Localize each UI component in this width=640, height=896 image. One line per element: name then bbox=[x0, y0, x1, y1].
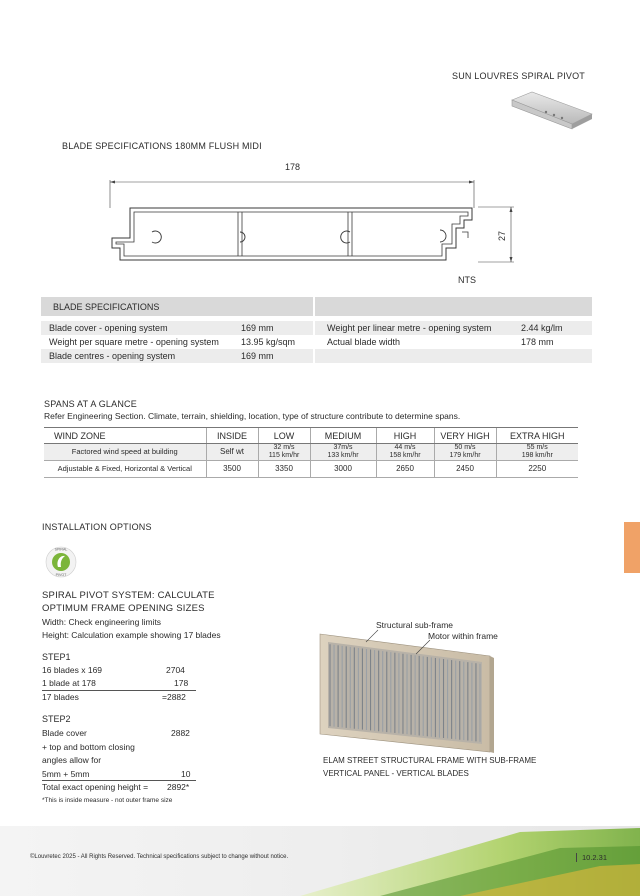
spans-heading: SPANS AT A GLANCE bbox=[44, 399, 137, 409]
cell-medium: 37m/s 133 km/hr bbox=[310, 444, 376, 461]
col-extra-high: EXTRA HIGH bbox=[496, 428, 578, 444]
calc-title-2: OPTIMUM FRAME OPENING SIZES bbox=[42, 603, 205, 614]
col-low: LOW bbox=[258, 428, 310, 444]
spec-label: Blade cover - opening system bbox=[49, 323, 168, 333]
cell-low: 32 m/s 115 km/hr bbox=[258, 444, 310, 461]
spec-value: 13.95 kg/sqm bbox=[241, 337, 296, 347]
row-label: Adjustable & Fixed, Horizontal & Vertical bbox=[44, 461, 206, 478]
spec-value: 169 mm bbox=[241, 351, 274, 361]
col-very-high: VERY HIGH bbox=[434, 428, 496, 444]
frame-caption-1: ELAM STREET STRUCTURAL FRAME WITH SUB-FRAME bbox=[323, 756, 537, 765]
spec-value: 178 mm bbox=[521, 337, 554, 347]
width-note: Width: Check engineering limits bbox=[42, 617, 162, 627]
step1-rule bbox=[42, 690, 196, 691]
row-label: Factored wind speed at building bbox=[44, 444, 206, 461]
step2-total-label: Total exact opening height = bbox=[42, 782, 149, 792]
nts-note: NTS bbox=[458, 275, 476, 285]
cell-low: 3350 bbox=[258, 461, 310, 478]
cell-extra-high: 55 m/s 198 km/hr bbox=[496, 444, 578, 461]
logo-text-top: SPIRAL bbox=[54, 547, 68, 552]
step2-label: Blade cover bbox=[42, 728, 87, 738]
spec-label: Weight per linear metre - opening system bbox=[327, 323, 492, 333]
cell-inside: 3500 bbox=[206, 461, 258, 478]
width-dimension: 178 bbox=[285, 162, 301, 172]
step2-rule bbox=[42, 780, 196, 781]
spec-label: Weight per square metre - opening system bbox=[49, 337, 219, 347]
spec-value: 169 mm bbox=[241, 323, 274, 333]
blade-product-image bbox=[508, 88, 594, 130]
blade-profile-drawing bbox=[100, 158, 530, 288]
step1-label: 17 blades bbox=[42, 692, 79, 702]
drawing-title: BLADE SPECIFICATIONS 180MM FLUSH MIDI bbox=[62, 141, 262, 151]
col-medium: MEDIUM bbox=[310, 428, 376, 444]
label-motor: Motor within frame bbox=[428, 631, 498, 641]
table-row bbox=[44, 461, 578, 478]
blade-specs-heading: BLADE SPECIFICATIONS bbox=[53, 302, 160, 312]
step1-title: STEP1 bbox=[42, 652, 71, 662]
footer-background bbox=[0, 826, 640, 896]
step2-text: + top and bottom closing bbox=[42, 742, 135, 752]
step1-value: 2704 bbox=[166, 665, 185, 675]
step2-total-value: 2892* bbox=[167, 782, 190, 792]
step1-label: 1 blade at 178 bbox=[42, 678, 96, 688]
product-title: SUN LOUVRES SPIRAL PIVOT bbox=[452, 71, 586, 81]
blade-specs-header bbox=[41, 297, 592, 316]
footer-page-number: 10.2.31 bbox=[576, 853, 607, 862]
leader-lines bbox=[360, 628, 440, 658]
spec-row bbox=[41, 349, 592, 363]
step2-title: STEP2 bbox=[42, 714, 71, 724]
cell-high: 2650 bbox=[376, 461, 434, 478]
installation-heading: INSTALLATION OPTIONS bbox=[42, 522, 152, 532]
spec-row bbox=[41, 321, 592, 335]
cell-extra-high: 2250 bbox=[496, 461, 578, 478]
col-inside: INSIDE bbox=[206, 428, 258, 444]
step2-text: angles allow for bbox=[42, 755, 102, 765]
height-note: Height: Calculation example showing 17 blades bbox=[42, 630, 221, 640]
step2-value: 2882 bbox=[171, 728, 190, 738]
frame-caption-2: VERTICAL PANEL - VERTICAL BLADES bbox=[323, 769, 469, 778]
spans-table bbox=[44, 427, 578, 478]
cell-very-high: 50 m/s 179 km/hr bbox=[434, 444, 496, 461]
step2-value: 10 bbox=[181, 769, 191, 779]
cell-inside: Self wt bbox=[206, 444, 258, 461]
step1-value: =2882 bbox=[162, 692, 186, 702]
step1-value: 178 bbox=[174, 678, 189, 688]
spiral-pivot-logo bbox=[44, 543, 78, 581]
cell-medium: 3000 bbox=[310, 461, 376, 478]
cell-very-high: 2450 bbox=[434, 461, 496, 478]
spec-label: Actual blade width bbox=[327, 337, 401, 347]
table-row bbox=[44, 444, 578, 461]
section-tab bbox=[624, 522, 640, 573]
col-wind-zone: WIND ZONE bbox=[44, 428, 206, 444]
spec-row bbox=[41, 335, 592, 349]
cell-high: 44 m/s 158 km/hr bbox=[376, 444, 434, 461]
step1-label: 16 blades x 169 bbox=[42, 665, 103, 675]
label-subframe: Structural sub-frame bbox=[376, 620, 453, 630]
footer-copyright: ©Louvretec 2025 - All Rights Reserved. Technical specifications subject to change without notice. bbox=[30, 854, 289, 860]
step2-text: 5mm + 5mm bbox=[42, 769, 90, 779]
step2-footnote: *This is inside measure - not outer frame size bbox=[42, 797, 173, 804]
spans-note: Refer Engineering Section. Climate, terrain, shielding, location, type of structure contribute to determine spans. bbox=[44, 411, 461, 421]
height-dimension: 27 bbox=[497, 230, 508, 242]
spec-label: Blade centres - opening system bbox=[49, 351, 176, 361]
logo-text-bottom: PIVOT bbox=[55, 573, 67, 577]
calc-title-1: SPIRAL PIVOT SYSTEM: CALCULATE bbox=[42, 590, 215, 601]
spec-value: 2.44 kg/lm bbox=[521, 323, 563, 333]
col-high: HIGH bbox=[376, 428, 434, 444]
